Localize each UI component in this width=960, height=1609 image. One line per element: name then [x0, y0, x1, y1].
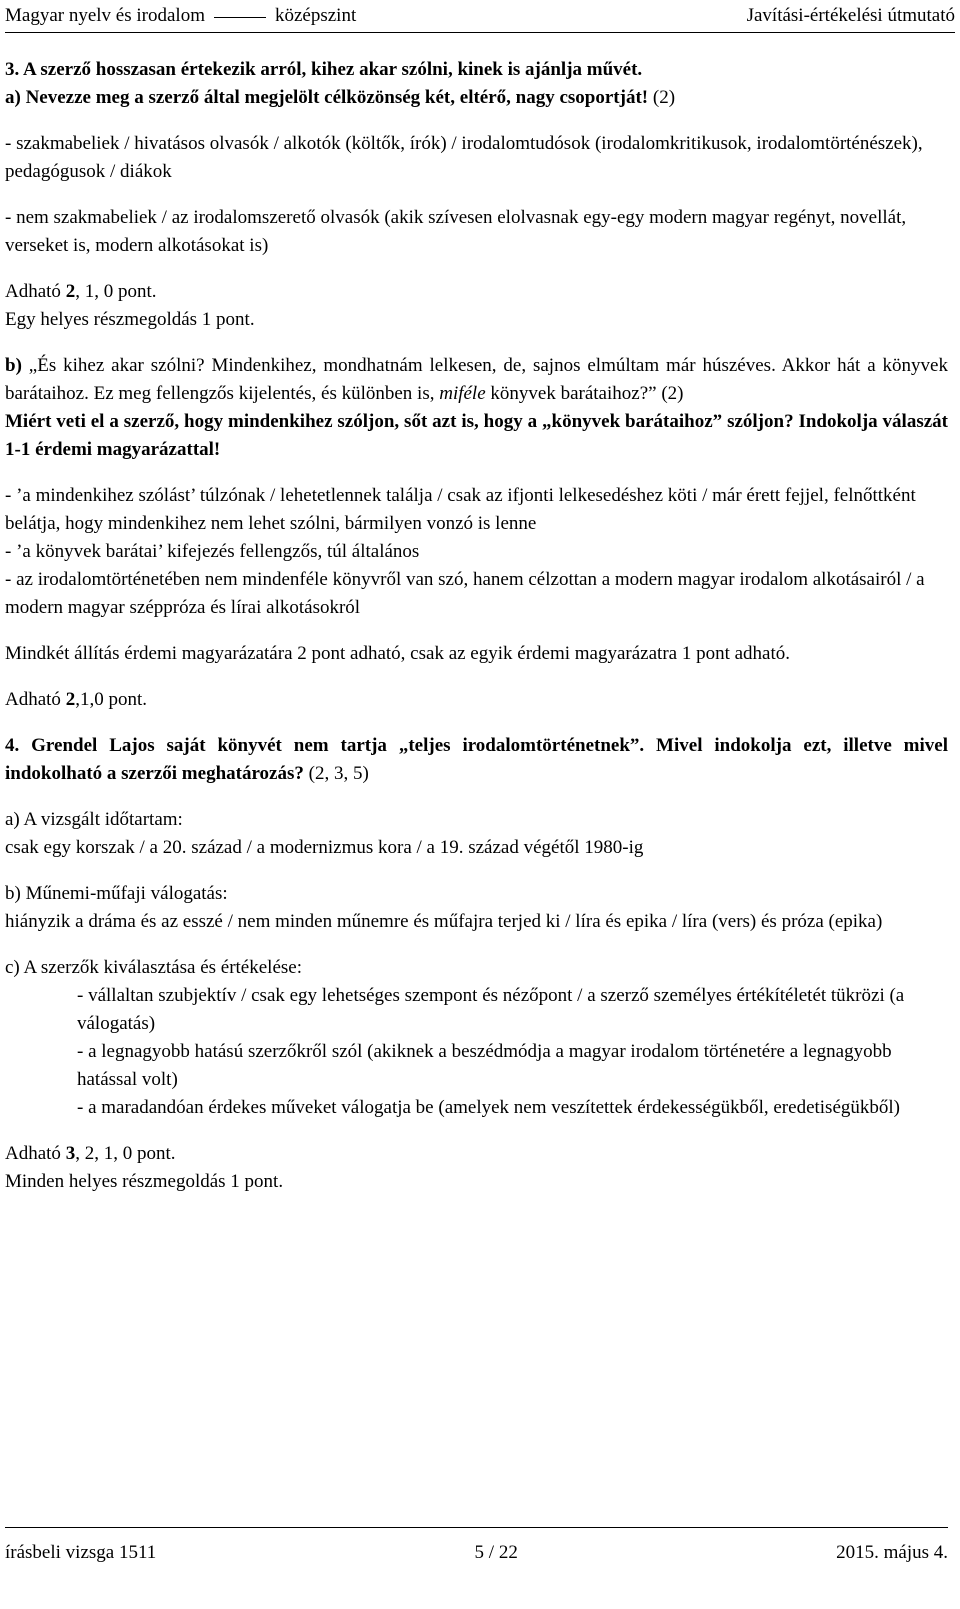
header-dash	[214, 17, 266, 18]
q4-title: 4. Grendel Lajos saját könyvét nem tartja „teljes irodalomtörténetnek”. Mivel indokolja ezt, illetve mivel indokolható a szerzői meghatározás? (2, 3, 5)	[5, 735, 948, 784]
q3a-answer-1: - szakmabeliek / hivatásos olvasók / alkotók (költők, írók) / irodalomtudósok (irodalomkritikusok, irodalomtörténészek), pedagógusok / diákok	[5, 133, 923, 182]
q3a-partial-score: Egy helyes részmegoldás 1 pont.	[5, 309, 255, 330]
q3a-score: Adható 2, 1, 0 pont.	[5, 281, 157, 302]
page-content	[5, 56, 948, 1196]
page-header	[5, 0, 955, 33]
q3b-answer-3: - az irodalomtörténetében nem mindenféle könyvről van szó, hanem célzottan a modern magyar irodalom alkotásairól / a modern magyar széppróza és lírai alkotásokról	[5, 569, 925, 618]
header-guide-title: Javítási-értékelési útmutató	[746, 5, 955, 26]
header-subject	[5, 5, 356, 27]
q3a-question: a) Nevezze meg a szerző által megjelölt célközönség két, eltérő, nagy csoportját! (2)	[5, 87, 676, 108]
q3-title: 3. A szerző hosszasan értekezik arról, kihez akar szólni, kinek is ajánlja művét.	[5, 59, 643, 80]
q4c-item-2: - a legnagyobb hatású szerzőkről szól (akiknek a beszédmódja a magyar irodalom történetére a legnagyobb hatással volt)	[77, 1041, 892, 1090]
footer-exam-id: írásbeli vizsga 1511	[5, 1542, 157, 1563]
q3b-answer-1: - ’a mindenkihez szólást’ túlzónak / lehetetlennek találja / csak az ifjonti lelkesedéshez köti / már érett fejjel, felnőttként belátja, hogy mindenkihez nem lehet szólni, bármilyen vonzó is lenne	[5, 485, 916, 534]
page-footer	[5, 1542, 948, 1564]
q4b-label: b) Műnemi-műfaji válogatás:	[5, 883, 228, 904]
q4-partial-score: Minden helyes részmegoldás 1 pont.	[5, 1171, 284, 1192]
q4a-text: csak egy korszak / a 20. század / a modernizmus kora / a 19. század végétől 1980-ig	[5, 837, 644, 858]
q3b-answer-2: - ’a könyvek barátai’ kifejezés fellengzős, túl általános	[5, 541, 420, 562]
q4c-label: c) A szerzők kiválasztása és értékelése:	[5, 957, 302, 978]
header-level: középszint	[274, 5, 357, 26]
q4b-text: hiányzik a dráma és az esszé / nem minden műnemre és műfajra terjed ki / líra és epika / líra (vers) és próza (epika)	[5, 911, 883, 932]
q3b-quote: b) „És kihez akar szólni? Mindenkihez, mondhatnám lelkesen, de, sajnos elmúltam már húszéves. Akkor hát a könyvek barátaihoz. Ez meg fellengzős kijelentés, és különben is, miféle könyvek barátaihoz?” (2)	[5, 355, 948, 404]
q3b-score: Adható 2,1,0 pont.	[5, 689, 147, 710]
q3b-question: Miért veti el a szerző, hogy mindenkihez szóljon, sőt azt is, hogy a „könyvek barátaihoz” szóljon? Indokolja válaszát 1-1 érdemi magyarázattal!	[5, 411, 948, 460]
q4c-item-3: - a maradandóan érdekes műveket válogatja be (amelyek nem veszítettek érdekességükből, eredetiségükből)	[77, 1097, 900, 1118]
header-subject-title: Magyar nyelv és irodalom	[5, 5, 205, 26]
q4a-label: a) A vizsgált időtartam:	[5, 809, 183, 830]
footer-date: 2015. május 4.	[836, 1542, 948, 1563]
q4c-item-1: - vállaltan szubjektív / csak egy lehetséges szempont és nézőpont / a szerző személyes értékítéletét tükrözi (a válogatás)	[77, 985, 905, 1034]
q3b-scoring-rule: Mindkét állítás érdemi magyarázatára 2 pont adható, csak az egyik érdemi magyarázatra 1 pont adható.	[5, 643, 791, 664]
footer-page-number: 5 / 22	[474, 1542, 518, 1563]
footer-divider	[5, 1527, 948, 1528]
q4-score: Adható 3, 2, 1, 0 pont.	[5, 1143, 176, 1164]
q3a-answer-2: - nem szakmabeliek / az irodalomszerető olvasók (akik szívesen elolvasnak egy-egy modern magyar regényt, novellát, verseket is, modern alkotásokat is)	[5, 207, 907, 256]
